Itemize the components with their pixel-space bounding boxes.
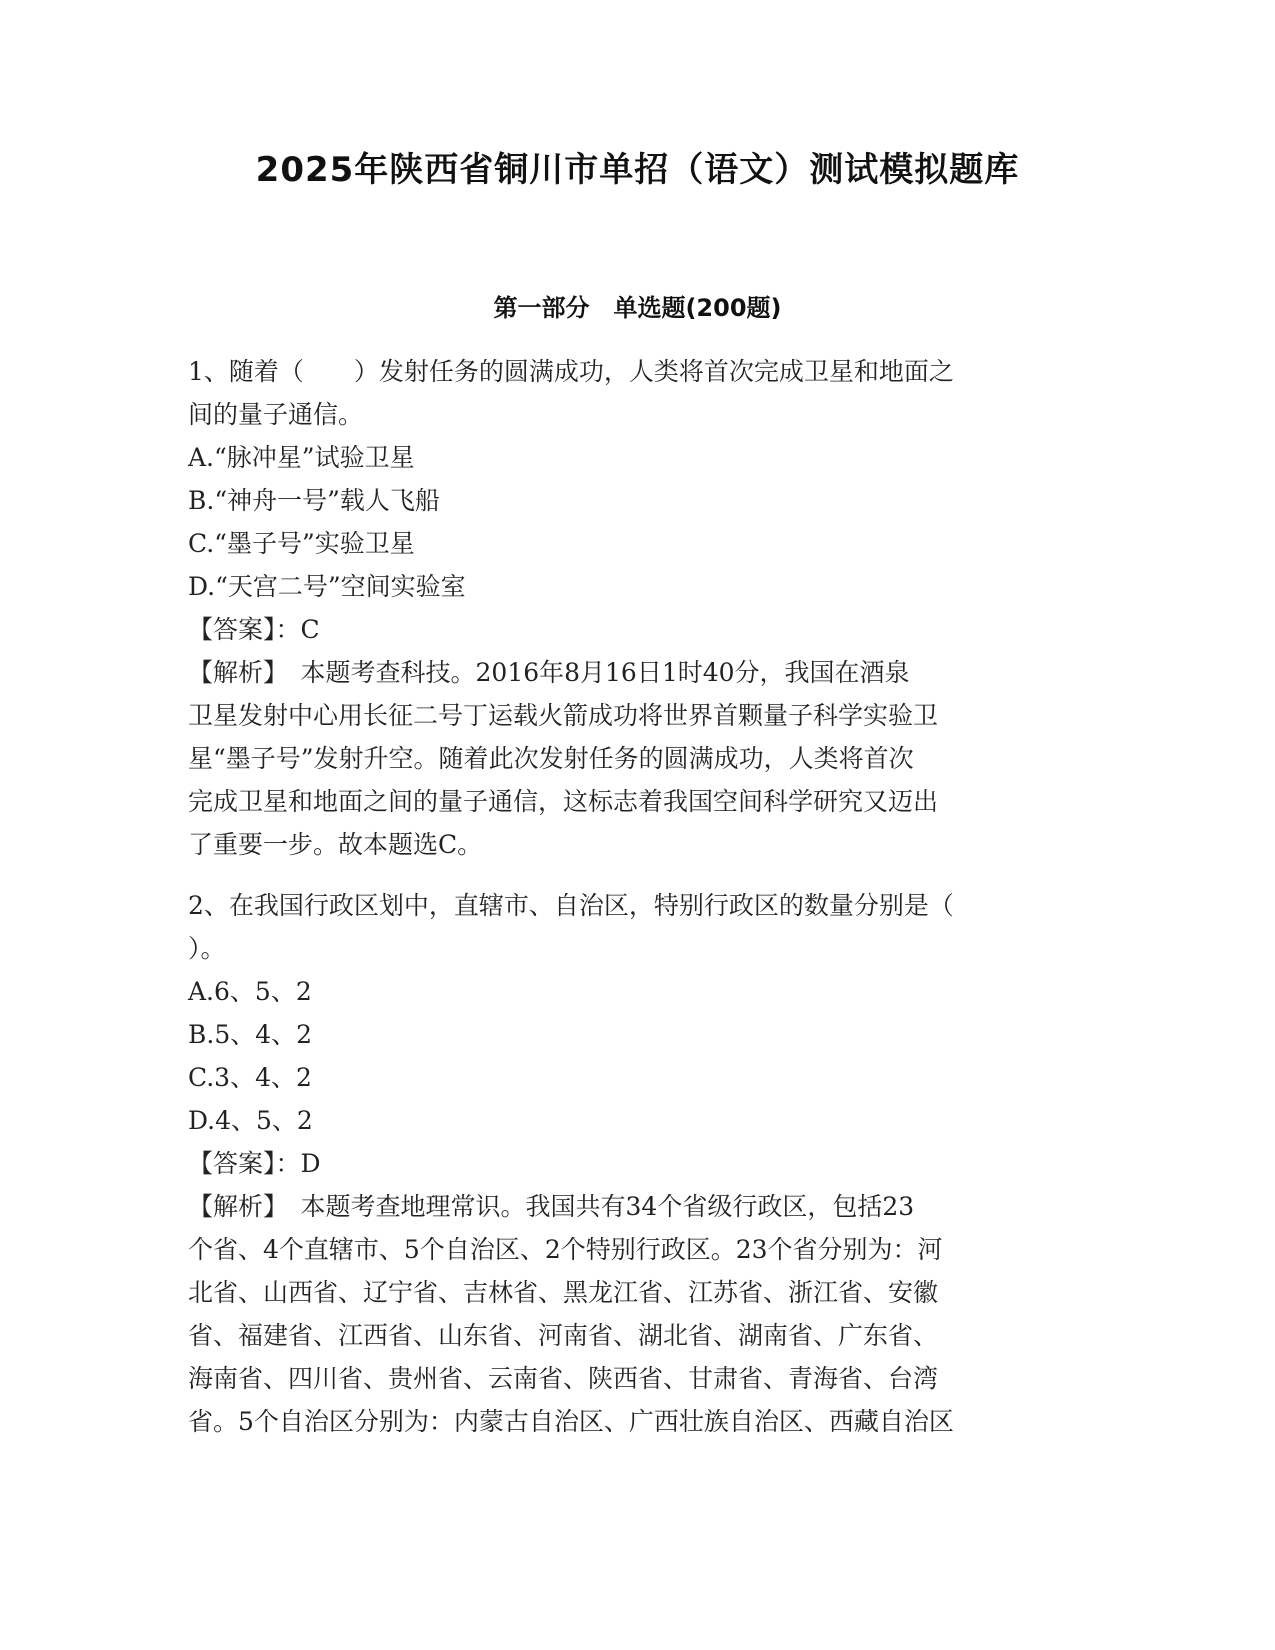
question-1-stem-line-1: 1、随着（ ）发射任务的圆满成功，人类将首次完成卫星和地面之 — [188, 357, 954, 386]
question-divider-space — [188, 866, 1088, 884]
question-2-analysis-line-3: 北省、山西省、辽宁省、吉林省、黑龙江省、江苏省、浙江省、安徽 — [188, 1278, 939, 1307]
question-2-answer: 【答案】：D — [188, 1149, 321, 1178]
question-2 — [188, 884, 1088, 1443]
question-2-analysis-line-1: 【解析】 本题考查地理常识。我国共有34个省级行政区，包括23 — [188, 1192, 915, 1221]
document-title: 2025年陕西省铜川市单招（语文）测试模拟题库 — [255, 150, 1020, 190]
question-list — [188, 350, 1088, 1443]
question-1-stem-line-2: 间的量子通信。 — [188, 400, 364, 429]
question-2-stem-line-2: ）。 — [188, 934, 226, 963]
question-1-answer: 【答案】：C — [188, 615, 320, 644]
question-1-analysis-line-1: 【解析】 本题考查科技。2016年8月16日1时40分，我国在酒泉 — [188, 658, 910, 687]
question-1-analysis-line-2: 卫星发射中心用长征二号丁运载火箭成功将世界首颗量子科学实验卫 — [188, 701, 939, 730]
question-2-option-c: C.3、4、2 — [188, 1063, 312, 1092]
question-2-option-a: A.6、5、2 — [188, 977, 312, 1006]
question-2-analysis-line-6: 省。5个自治区分别为：内蒙古自治区、广西壮族自治区、西藏自治区 — [188, 1407, 954, 1436]
question-2-analysis-line-2: 个省、4个直辖市、5个自治区、2个特别行政区。23个省分别为：河 — [188, 1235, 943, 1264]
question-1-option-a: A.“脉冲星”试验卫星 — [188, 443, 415, 472]
question-2-option-d: D.4、5、2 — [188, 1106, 313, 1135]
question-1-option-c: C.“墨子号”实验卫星 — [188, 529, 415, 558]
question-2-option-b: B.5、4、2 — [188, 1020, 313, 1049]
question-1-analysis-line-3: 星“墨子号”发射升空。随着此次发射任务的圆满成功，人类将首次 — [188, 744, 914, 773]
question-2-analysis-line-4: 省、福建省、江西省、山东省、河南省、湖北省、湖南省、广东省、 — [188, 1321, 939, 1350]
question-2-stem-line-1: 2、在我国行政区划中，直辖市、自治区，特别行政区的数量分别是（ — [188, 891, 954, 920]
question-1 — [188, 350, 1088, 866]
question-1-analysis-line-5: 了重要一步。故本题选C。 — [188, 830, 483, 859]
question-2-analysis-line-5: 海南省、四川省、贵州省、云南省、陕西省、甘肃省、青海省、台湾 — [188, 1364, 939, 1393]
question-1-option-d: D.“天宫二号”空间实验室 — [188, 572, 466, 601]
question-1-analysis-line-4: 完成卫星和地面之间的量子通信，这标志着我国空间科学研究又迈出 — [188, 787, 939, 816]
section-heading: 第一部分 单选题(200题) — [493, 294, 782, 322]
question-1-option-b: B.“神舟一号”载人飞船 — [188, 486, 440, 515]
